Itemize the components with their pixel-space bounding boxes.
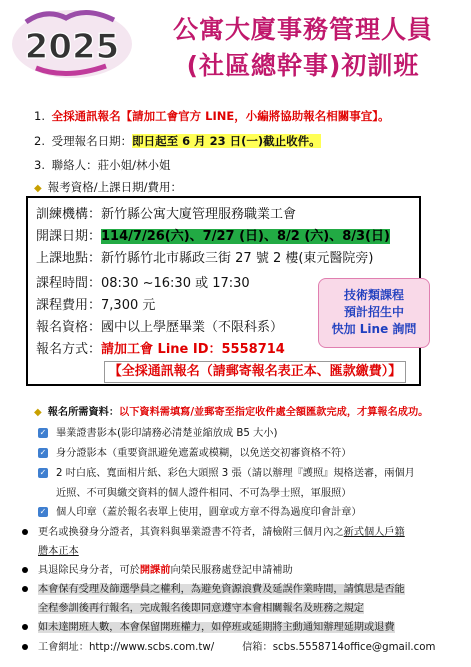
fee-row: 課程費用：7,300 元 bbox=[36, 298, 156, 313]
docs-header: ◆ 報名所需資料：以下資料需填寫/並郵寄至指定收件處全額匯款完成，才算報名成功。 bbox=[34, 407, 429, 418]
diamond-bullet-icon: ◆ bbox=[34, 183, 42, 194]
bullet-item: 本會保有受理及篩選學員之權利，為避免資源浪費及延誤作業時間，請慎思是否能 bbox=[22, 580, 405, 595]
checkbox-icon: ✓ bbox=[39, 507, 47, 516]
promo-bubble: 技術類課程 預計招生中 快加 Line 詢問 bbox=[318, 278, 430, 348]
item-2-label: 受理報名日期： bbox=[51, 134, 133, 148]
place-row: 上課地點：新竹縣竹北市縣政三街 27 號 2 樓(東元醫院旁) bbox=[36, 251, 374, 266]
bullet-item-cont: 全程參訓後再行報名，完成報名後即同意遵守本會相關報名及班務之規定 bbox=[38, 603, 364, 614]
bullet-item: 如未達開班人數，本會保留開班權力，如停班或延期將主動通知辦理延期或退費 bbox=[22, 618, 395, 633]
section-header: ◆ 報考資格/上課日期/費用： bbox=[34, 180, 182, 194]
doc-item: ✓ 畢業證書影本(影印請務必清楚並縮放成 B5 大小) bbox=[39, 428, 278, 439]
bullet-item-cont: 謄本正本 bbox=[38, 546, 79, 557]
method-row: 報名方式：請加工會 Line ID：5558714 bbox=[36, 342, 285, 357]
course-info-box bbox=[26, 196, 421, 386]
page-title-line2: (社區總幹事)初訓班 bbox=[186, 51, 420, 80]
svg-text:2025: 2025 bbox=[24, 27, 120, 67]
doc-item: ✓ 身分證影本（重要資訊避免遮蓋或模糊，以免送交初審資格不符） bbox=[39, 448, 352, 459]
email-link[interactable]: scbs.5558714office@gmail.com bbox=[272, 642, 436, 653]
doc-item: ✓ 2 吋白底、寬面相片紙、彩色大頭照 3 張（請以辦理『護照』規格送審，兩個月 bbox=[39, 468, 415, 479]
item-2: 2. 受理報名日期：即日起至 6 月 23 日(一)截止收件。 bbox=[34, 134, 321, 148]
item-1: 1. 全採通訊報名【請加工會官方 LINE，小編將協助報名相關事宜】。 bbox=[34, 109, 390, 123]
item-1-note: 【請加工會官方 LINE，小編將協助報名相關事宜】。 bbox=[120, 109, 390, 123]
org-row: 訓練機構：新竹縣公寓大廈管理服務職業工會 bbox=[36, 207, 297, 222]
diamond-bullet-icon: ◆ bbox=[34, 407, 42, 418]
qual-row: 報名資格：國中以上學歷畢業（不限科系） bbox=[36, 320, 284, 335]
checkbox-icon: ✓ bbox=[39, 468, 47, 477]
year-logo bbox=[6, 4, 138, 82]
footer-contact: 工會網址：http://www.scbs.com.tw/ 信箱：scbs.5558714office@gmail.com bbox=[22, 638, 435, 653]
dates-row: 開課日期：114/7/26(六)、7/27 (日)、8/2 (六)、8/3(日) bbox=[36, 229, 390, 244]
website-link[interactable]: http://www.scbs.com.tw/ bbox=[88, 642, 215, 653]
item-3-label: 聯絡人：莊小姐/林小姐 bbox=[51, 158, 171, 172]
bullet-item: 更名或換發身分證者，其資料與畢業證書不符者，請檢附三個月內之新式個人戶籍 bbox=[22, 523, 405, 538]
bullet-dot-icon bbox=[22, 624, 28, 630]
bullet-dot-icon bbox=[22, 529, 28, 535]
item-1-label: 全採通訊報名 bbox=[51, 109, 121, 123]
mail-registration-banner: 【全採通訊報名（請郵寄報名表正本、匯款繳費）】 bbox=[104, 361, 406, 383]
page-title-line1: 公寓大廈事務管理人員 bbox=[172, 15, 433, 44]
checkbox-icon: ✓ bbox=[39, 448, 47, 457]
bullet-dot-icon bbox=[22, 567, 28, 573]
time-row: 課程時間：08:30 ~16:30 或 17:30 bbox=[36, 276, 250, 291]
bullet-dot-icon bbox=[22, 644, 28, 650]
checkbox-icon: ✓ bbox=[39, 428, 47, 437]
bullet-dot-icon bbox=[22, 586, 28, 592]
item-3: 3. 聯絡人：莊小姐/林小姐 bbox=[34, 158, 171, 172]
bullet-item: 具退除民身分者，可於開課前向榮民服務處登記申請補助 bbox=[22, 561, 293, 576]
item-2-value: 即日起至 6 月 23 日(一)截止收件。 bbox=[132, 134, 321, 148]
doc-item-cont: 近照、不可與繳交資料的個人證件相同、不可為學士照，軍服照） bbox=[56, 488, 352, 499]
doc-item: ✓ 個人印章（蓋於報名表單上使用，圓章或方章不得為過度印會計章） bbox=[39, 507, 362, 518]
